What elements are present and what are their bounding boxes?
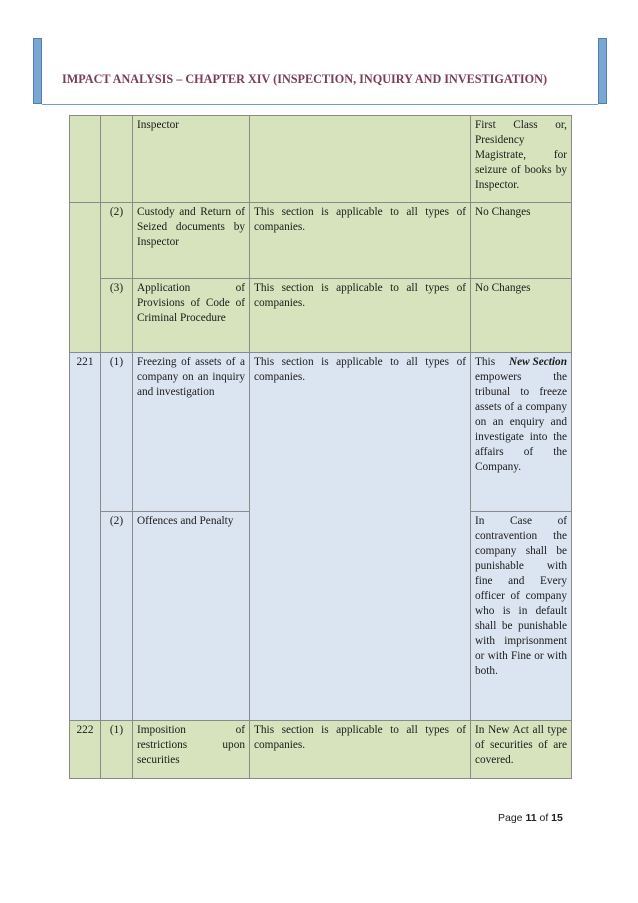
table-row: [70, 279, 572, 353]
sub-section-cell: (3): [101, 279, 133, 353]
section-cell: [70, 116, 101, 203]
remarks-tail: empowers the tribunal to freeze assets of a company on an enquiry and investigate into the affairs of the Company.: [475, 371, 567, 473]
remarks-lead: This: [475, 356, 496, 368]
applicability-cell: This section is applicable to all types of companies.: [250, 721, 471, 779]
total-pages: 15: [551, 812, 563, 824]
provision-cell: [133, 116, 250, 203]
provision-cell: Freezing of assets of a company on an inquiry and investigation: [133, 353, 250, 512]
remarks-cell: In New Act all type of securities of are covered.: [471, 721, 572, 779]
remarks-cell: [471, 353, 572, 512]
table-row: [70, 353, 572, 512]
sub-section-cell: [101, 116, 133, 203]
table-row: [70, 116, 572, 203]
page-number: 11: [525, 812, 537, 824]
impact-analysis-table: [69, 115, 572, 779]
sub-section-cell: (1): [101, 353, 133, 512]
remarks-cell: No Changes: [471, 203, 572, 279]
page-footer: [498, 812, 563, 824]
remarks-cell: No Changes: [471, 279, 572, 353]
sub-section-cell: (1): [101, 721, 133, 779]
provision-cell: Imposition of restrictions upon securities: [133, 721, 250, 779]
provision-cell: Offences and Penalty: [133, 512, 250, 721]
applicability-cell: This section is applicable to all types of companies.: [250, 279, 471, 353]
remarks-cell: First Class or, Presidency Magistrate, for seizure of books by Inspector.: [471, 116, 572, 203]
provision-cell: Application of Provisions of Code of Criminal Procedure: [133, 279, 250, 353]
provision-cell: Custody and Return of Seized documents by Inspector: [133, 203, 250, 279]
header-rule: [42, 104, 598, 105]
applicability-cell: This section is applicable to all types of companies.: [250, 203, 471, 279]
provision-text: Inspector: [137, 119, 180, 131]
section-cell: [70, 203, 101, 353]
applicability-cell: This section is applicable to all types of companies.: [250, 353, 471, 721]
of-label: of: [539, 812, 549, 824]
page-label: Page: [498, 812, 523, 824]
page-title: IMPACT ANALYSIS – CHAPTER XIV (INSPECTION, INQUIRY AND INVESTIGATION): [62, 72, 548, 86]
remarks-cell: In Case of contravention the company shall be punishable with fine and Every officer of company who is in default shall be punishable with imprisonment or with Fine or with both.: [471, 512, 572, 721]
applicability-cell: [250, 116, 471, 203]
new-section-emphasis: New Section: [508, 356, 567, 368]
left-accent-bar: [33, 38, 42, 104]
section-cell: 221: [70, 353, 101, 721]
table-row: [70, 721, 572, 779]
section-cell: 222: [70, 721, 101, 779]
sub-section-cell: (2): [101, 512, 133, 721]
right-accent-bar: [598, 38, 607, 104]
sub-section-cell: (2): [101, 203, 133, 279]
table-row: [70, 203, 572, 279]
